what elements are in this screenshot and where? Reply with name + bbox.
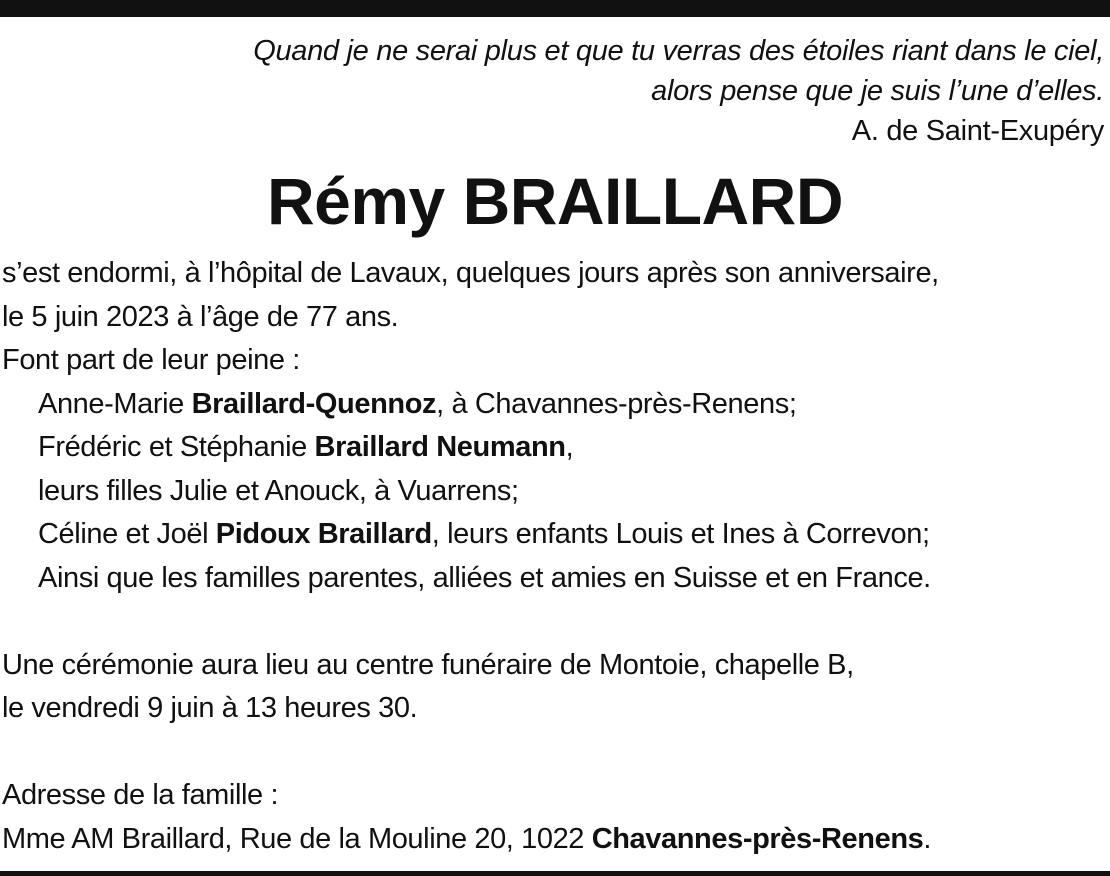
- mourner-text: Anne-Marie: [38, 387, 192, 420]
- epigraph-line-1: Quand je ne serai plus et que tu verras des étoiles riant dans le ciel,: [253, 35, 1104, 67]
- mourner-text: , leurs enfants Louis et Ines à Correvon;: [431, 518, 930, 550]
- mourner-text: Ainsi que les familles parentes, alliées et amies en Suisse et en France.: [38, 561, 931, 594]
- spacer: [2, 600, 1102, 644]
- mourner-line: [2, 557, 1102, 601]
- mourners-intro: Font part de leur peine :: [2, 344, 300, 376]
- mourner-line: [2, 383, 1102, 427]
- epigraph-author: A. de Saint-Exupéry: [851, 115, 1104, 147]
- epigraph-line-2: alors pense que je suis l’une d’elles.: [651, 75, 1104, 107]
- deceased-name: Rémy BRAILLARD: [266, 164, 844, 238]
- bottom-rule: [0, 871, 1110, 876]
- spacer: [2, 731, 1102, 775]
- mourner-text: leurs filles Julie et Anouck, à Vuarrens;: [38, 474, 519, 507]
- address-line: [2, 818, 1102, 862]
- address-text: Mme AM Braillard, Rue de la Mouline 20, 1022: [2, 822, 592, 855]
- address-end: .: [923, 822, 932, 855]
- mourner-text: Céline et Joël: [38, 518, 216, 550]
- mourner-line: [2, 513, 1102, 557]
- mourner-line: [2, 470, 1102, 514]
- mourner-surname: Braillard Neumann: [314, 431, 566, 463]
- ceremony-line-1: Une cérémonie aura lieu au centre funéraire de Montoie, chapelle B,: [2, 648, 854, 681]
- top-rule: [0, 0, 1110, 17]
- epigraph: [253, 31, 1104, 151]
- ceremony-line-2: le vendredi 9 juin à 13 heures 30.: [2, 692, 418, 724]
- mourner-text: ,: [565, 431, 574, 463]
- mourner-surname: Braillard-Quennoz: [191, 387, 437, 420]
- mourner-line: [2, 426, 1102, 470]
- mourner-surname: Pidoux Braillard: [215, 518, 432, 550]
- notice-body: [2, 252, 1102, 861]
- address-label: Adresse de la famille :: [2, 779, 279, 811]
- mourner-text: , à Chavannes-près-Renens;: [436, 387, 797, 420]
- mourner-text: Frédéric et Stéphanie: [38, 431, 315, 463]
- address-town: Chavannes-près-Renens: [591, 822, 924, 855]
- announcement-line-1: s’est endormi, à l’hôpital de Lavaux, quelques jours après son anniversaire,: [2, 257, 939, 289]
- announcement-line-2: le 5 juin 2023 à l’âge de 77 ans.: [2, 300, 399, 333]
